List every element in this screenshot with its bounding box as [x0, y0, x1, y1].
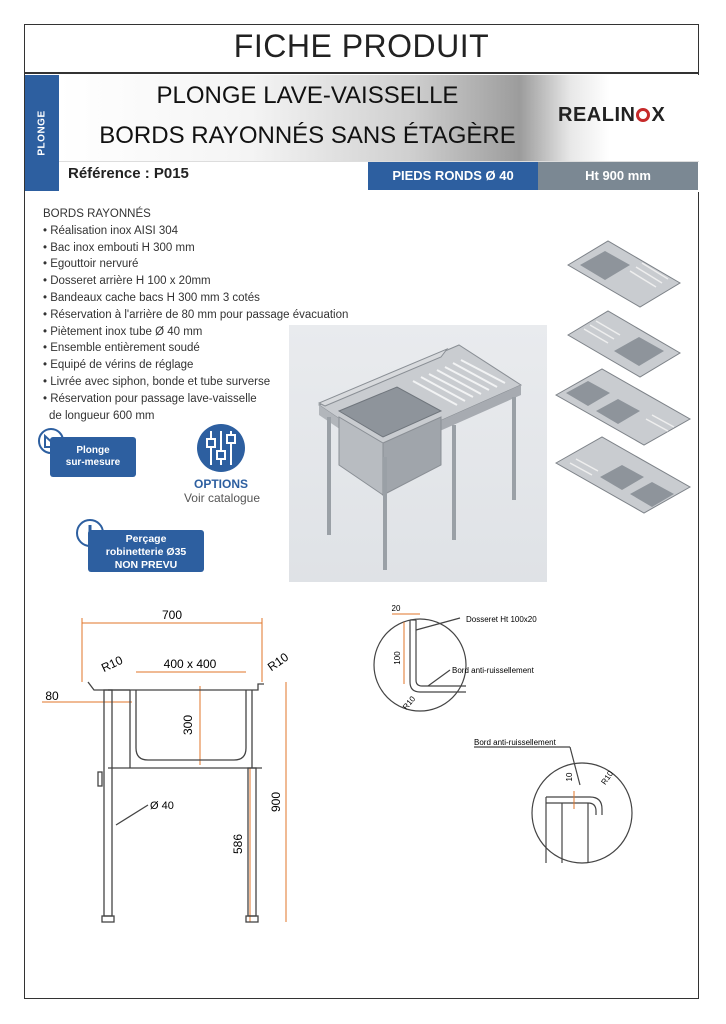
title-divider — [25, 72, 698, 74]
spec-item: • Réalisation inox AISI 304 — [43, 224, 179, 237]
dim-width: 700 — [161, 608, 183, 622]
percage-line2: robinetterie Ø35 — [105, 546, 187, 558]
options-label: OPTIONS — [193, 477, 248, 491]
product-photo — [289, 325, 547, 582]
spec-item: • Bac inox embouti H 300 mm — [43, 241, 195, 254]
detail2-dim: 10 — [565, 772, 574, 782]
spec-item: • Ensemble entièrement soudé — [43, 342, 200, 355]
sink-illustration — [289, 325, 547, 582]
dim-bowl: 400 x 400 — [163, 657, 217, 671]
options-subtitle: Voir catalogue — [183, 491, 261, 505]
variant-thumb — [568, 311, 680, 377]
spec-item: • Réservation pour passage lave-vaisselle — [43, 392, 257, 405]
percage-line1: Perçage — [125, 533, 167, 545]
detail-bord — [470, 735, 640, 865]
side-tab-label: PLONGE — [36, 110, 48, 156]
pieds-badge: PIEDS RONDS Ø 40 — [368, 162, 538, 190]
spec-item: • Equipé de vérins de réglage — [43, 359, 194, 372]
spec-item: • Dosseret arrière H 100 x 20mm — [43, 275, 211, 288]
dim-total-height: 900 — [269, 791, 283, 813]
product-title-line2: BORDS RAYONNÉS SANS ÉTAGÈRE — [99, 122, 516, 149]
percage-badge — [88, 530, 204, 572]
variant-thumb — [568, 241, 680, 307]
detail2-label: Bord anti-ruissellement — [474, 738, 556, 747]
detail1-dim-top: 20 — [391, 604, 401, 613]
dim-radius-right: R10 — [264, 649, 292, 675]
dim-leg: Ø 40 — [150, 800, 174, 812]
spec-item: • Piètement inox tube Ø 40 mm — [43, 325, 203, 338]
detail1-label-dosseret: Dosseret Ht 100x20 — [466, 615, 537, 624]
spec-item: • Livrée avec siphon, bonde et tube surverse — [43, 375, 271, 388]
page-title: FICHE PRODUIT — [233, 28, 490, 64]
dim-under-height: 586 — [231, 833, 245, 855]
detail1-dim-side: 100 — [393, 651, 402, 665]
detail1-label-bord: Bord anti-ruissellement — [452, 666, 534, 675]
percage-line3: NON PREVU — [114, 559, 178, 571]
dim-depth: 300 — [181, 714, 195, 736]
dim-radius-left: R10 — [99, 653, 125, 675]
custom-sink-badge — [50, 437, 136, 477]
dim-offset: 80 — [45, 689, 59, 703]
variant-thumb — [556, 369, 690, 445]
spec-item: • Réservation à l'arrière de 80 mm pour passage évacuation — [43, 308, 349, 321]
product-title-line1: PLONGE LAVE-VAISSELLE — [156, 82, 459, 109]
detail-dosseret — [370, 600, 560, 720]
logo-text-left: REALIN — [558, 104, 636, 126]
side-tab — [25, 75, 59, 191]
detail2-radius: R10 — [599, 769, 616, 787]
spec-heading: BORDS RAYONNÉS — [43, 208, 151, 220]
reference: Référence : P015 — [68, 165, 189, 182]
custom-sink-line2: sur-mesure — [65, 457, 121, 468]
variant-illustrations — [550, 205, 695, 540]
logo-ring-icon — [636, 108, 650, 122]
options-icon — [193, 423, 249, 473]
height-badge: Ht 900 mm — [538, 162, 698, 190]
custom-sink-line1: Plonge — [76, 445, 110, 456]
brand-logo — [558, 104, 665, 127]
logo-text-right: X — [651, 104, 666, 126]
spec-item: • Bandeaux cache bacs H 300 mm 3 cotés — [43, 291, 260, 304]
spec-item: • Egouttoir nervuré — [43, 258, 139, 271]
detail1-radius: R10 — [400, 694, 418, 712]
variant-thumbnails — [550, 205, 695, 540]
variant-thumb — [556, 437, 690, 513]
technical-drawing — [30, 600, 330, 930]
spec-item: de longueur 600 mm — [49, 409, 155, 422]
